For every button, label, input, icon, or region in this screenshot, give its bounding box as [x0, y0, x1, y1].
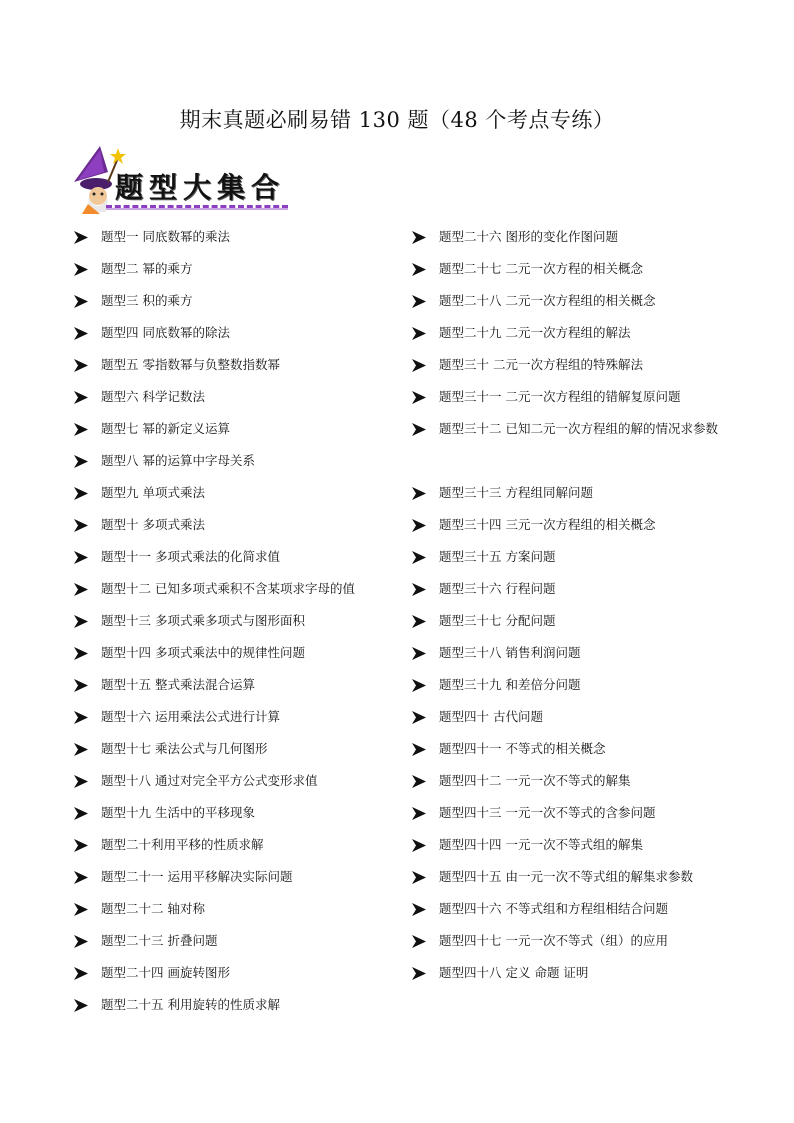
arrowhead-bullet-icon — [74, 260, 101, 276]
arrowhead-bullet-icon — [412, 420, 439, 436]
arrowhead-bullet-icon — [412, 548, 439, 564]
arrowhead-bullet-icon — [74, 292, 101, 308]
item-label: 题型十七 乘法公式与几何图形 — [101, 741, 268, 756]
list-item — [74, 516, 394, 548]
item-label: 题型三十三 方程组同解问题 — [439, 485, 593, 500]
arrowhead-bullet-icon — [412, 868, 439, 884]
topic-list-left — [74, 228, 394, 1028]
list-item — [412, 548, 742, 580]
arrowhead-bullet-icon — [74, 740, 101, 756]
list-item — [412, 356, 742, 388]
arrowhead-bullet-icon — [74, 868, 101, 884]
arrowhead-bullet-icon — [74, 996, 101, 1012]
item-label: 题型二十八 二元一次方程组的相关概念 — [439, 293, 656, 308]
list-item — [412, 324, 742, 356]
item-label: 题型三十一 二元一次方程组的错解复原问题 — [439, 389, 681, 404]
arrowhead-bullet-icon — [74, 580, 101, 596]
list-item — [412, 964, 742, 996]
item-label: 题型四十一 不等式的相关概念 — [439, 741, 606, 756]
list-item — [74, 260, 394, 292]
item-label: 题型四十三 一元一次不等式的含参问题 — [439, 805, 656, 820]
item-label: 题型四十 古代问题 — [439, 709, 543, 724]
item-label: 题型三十 二元一次方程组的特殊解法 — [439, 357, 643, 372]
item-label: 题型三十五 方案问题 — [439, 549, 556, 564]
list-item — [74, 676, 394, 708]
arrowhead-bullet-icon — [412, 612, 439, 628]
item-label: 题型十六 运用乘法公式进行计算 — [101, 709, 280, 724]
arrowhead-bullet-icon — [412, 260, 439, 276]
item-label: 题型八 幂的运算中字母关系 — [101, 453, 255, 468]
arrowhead-bullet-icon — [74, 324, 101, 340]
item-label: 题型二十一 运用平移解决实际问题 — [101, 869, 293, 884]
list-item — [412, 260, 742, 292]
item-label: 题型十四 多项式乘法中的规律性问题 — [101, 645, 305, 660]
arrowhead-bullet-icon — [412, 324, 439, 340]
item-label: 题型四 同底数幂的除法 — [101, 325, 230, 340]
arrowhead-bullet-icon — [74, 548, 101, 564]
item-label: 题型三十六 行程问题 — [439, 581, 556, 596]
list-item — [412, 932, 742, 964]
arrowhead-bullet-icon — [412, 676, 439, 692]
arrowhead-bullet-icon — [412, 708, 439, 724]
item-label: 题型五 零指数幂与负整数指数幂 — [101, 357, 280, 372]
arrowhead-bullet-icon — [412, 228, 439, 244]
arrowhead-bullet-icon — [412, 836, 439, 852]
arrowhead-bullet-icon — [74, 452, 101, 468]
list-item — [74, 740, 394, 772]
list-item — [74, 356, 394, 388]
arrowhead-bullet-icon — [412, 804, 439, 820]
arrowhead-bullet-icon — [74, 708, 101, 724]
arrowhead-bullet-icon — [74, 484, 101, 500]
list-item — [74, 452, 394, 484]
item-label: 题型十一 多项式乘法的化简求值 — [101, 549, 280, 564]
arrowhead-bullet-icon — [412, 900, 439, 916]
list-item — [74, 964, 394, 996]
list-item — [74, 868, 394, 900]
item-label: 题型十三 多项式乘多项式与图形面积 — [101, 613, 305, 628]
arrowhead-bullet-icon — [412, 580, 439, 596]
item-label: 题型四十四 一元一次不等式组的解集 — [439, 837, 643, 852]
item-label: 题型七 幂的新定义运算 — [101, 421, 230, 436]
list-item — [74, 484, 394, 516]
item-label: 题型二十九 二元一次方程组的解法 — [439, 325, 631, 340]
item-label: 题型四十七 一元一次不等式（组）的应用 — [439, 933, 668, 948]
arrowhead-bullet-icon — [74, 964, 101, 980]
list-item — [74, 836, 394, 868]
list-item — [412, 740, 742, 772]
arrowhead-bullet-icon — [412, 964, 439, 980]
list-item — [412, 580, 742, 612]
list-item — [412, 900, 742, 932]
list-item — [412, 868, 742, 900]
list-item — [74, 548, 394, 580]
arrowhead-bullet-icon — [74, 420, 101, 436]
list-item — [74, 996, 394, 1028]
item-label: 题型三十七 分配问题 — [439, 613, 556, 628]
list-item — [74, 228, 394, 260]
list-item — [74, 804, 394, 836]
arrowhead-bullet-icon — [412, 292, 439, 308]
arrowhead-bullet-icon — [412, 772, 439, 788]
arrowhead-bullet-icon — [74, 644, 101, 660]
list-item — [412, 484, 742, 516]
arrowhead-bullet-icon — [74, 836, 101, 852]
item-label: 题型二十七 二元一次方程的相关概念 — [439, 261, 643, 276]
item-label: 题型三十四 三元一次方程组的相关概念 — [439, 517, 656, 532]
list-item — [74, 932, 394, 964]
list-item — [74, 612, 394, 644]
item-label: 题型四十八 定义 命题 证明 — [439, 965, 589, 980]
arrowhead-bullet-icon — [74, 612, 101, 628]
list-item — [412, 772, 742, 804]
banner-underline-shadow — [106, 208, 288, 210]
list-item — [74, 580, 394, 612]
list-item — [412, 708, 742, 740]
topic-list-right — [412, 228, 742, 996]
section-banner — [66, 142, 296, 214]
arrowhead-bullet-icon — [412, 740, 439, 756]
item-label: 题型一 同底数幂的乘法 — [101, 229, 230, 244]
list-item — [412, 644, 742, 676]
arrowhead-bullet-icon — [74, 228, 101, 244]
list-item — [412, 292, 742, 324]
item-label: 题型三十二 已知二元一次方程组的解的情况求参数 — [439, 421, 718, 436]
list-item — [412, 228, 742, 260]
page-title: 期末真题必刷易错 130 题（48 个考点专练） — [179, 108, 615, 132]
arrowhead-bullet-icon — [412, 356, 439, 372]
item-label: 题型二十四 画旋转图形 — [101, 965, 230, 980]
arrowhead-bullet-icon — [74, 772, 101, 788]
item-label: 题型二十五 利用旋转的性质求解 — [101, 997, 280, 1012]
arrowhead-bullet-icon — [74, 516, 101, 532]
item-label: 题型十八 通过对完全平方公式变形求值 — [101, 773, 318, 788]
list-item — [74, 900, 394, 932]
list-item — [74, 292, 394, 324]
arrowhead-bullet-icon — [74, 676, 101, 692]
item-label: 题型四十五 由一元一次不等式组的解集求参数 — [439, 869, 693, 884]
item-label: 题型三十九 和差倍分问题 — [439, 677, 581, 692]
list-item — [412, 676, 742, 708]
list-item — [412, 836, 742, 868]
list-item — [74, 644, 394, 676]
item-label: 题型二十六 图形的变化作图问题 — [439, 229, 618, 244]
arrowhead-bullet-icon — [412, 388, 439, 404]
list-item — [412, 516, 742, 548]
item-label: 题型十 多项式乘法 — [101, 517, 205, 532]
arrowhead-bullet-icon — [74, 356, 101, 372]
list-item — [74, 324, 394, 356]
list-item — [74, 420, 394, 452]
arrowhead-bullet-icon — [74, 804, 101, 820]
list-item — [74, 708, 394, 740]
arrowhead-bullet-icon — [74, 388, 101, 404]
item-label: 题型二 幂的乘方 — [101, 261, 193, 276]
arrowhead-bullet-icon — [74, 932, 101, 948]
arrowhead-bullet-icon — [412, 484, 439, 500]
list-item — [74, 772, 394, 804]
item-label: 题型二十二 轴对称 — [101, 901, 205, 916]
arrowhead-bullet-icon — [412, 932, 439, 948]
list-item — [74, 388, 394, 420]
item-label: 题型六 科学记数法 — [101, 389, 205, 404]
item-label: 题型二十三 折叠问题 — [101, 933, 218, 948]
list-item — [412, 420, 742, 484]
item-label: 题型十二 已知多项式乘积不含某项求字母的值 — [101, 581, 355, 596]
banner-title: 题型大集合 — [115, 171, 286, 204]
item-label: 题型四十六 不等式组和方程组相结合问题 — [439, 901, 668, 916]
arrowhead-bullet-icon — [412, 644, 439, 660]
arrowhead-bullet-icon — [74, 900, 101, 916]
item-label: 题型四十二 一元一次不等式的解集 — [439, 773, 631, 788]
arrowhead-bullet-icon — [412, 516, 439, 532]
item-label: 题型十五 整式乘法混合运算 — [101, 677, 255, 692]
item-label: 题型二十利用平移的性质求解 — [101, 837, 264, 852]
item-label: 题型三十八 销售利润问题 — [439, 645, 581, 660]
item-label: 题型三 积的乘方 — [101, 293, 193, 308]
item-label: 题型十九 生活中的平移现象 — [101, 805, 255, 820]
item-label: 题型九 单项式乘法 — [101, 485, 205, 500]
list-item — [412, 612, 742, 644]
list-item — [412, 804, 742, 836]
